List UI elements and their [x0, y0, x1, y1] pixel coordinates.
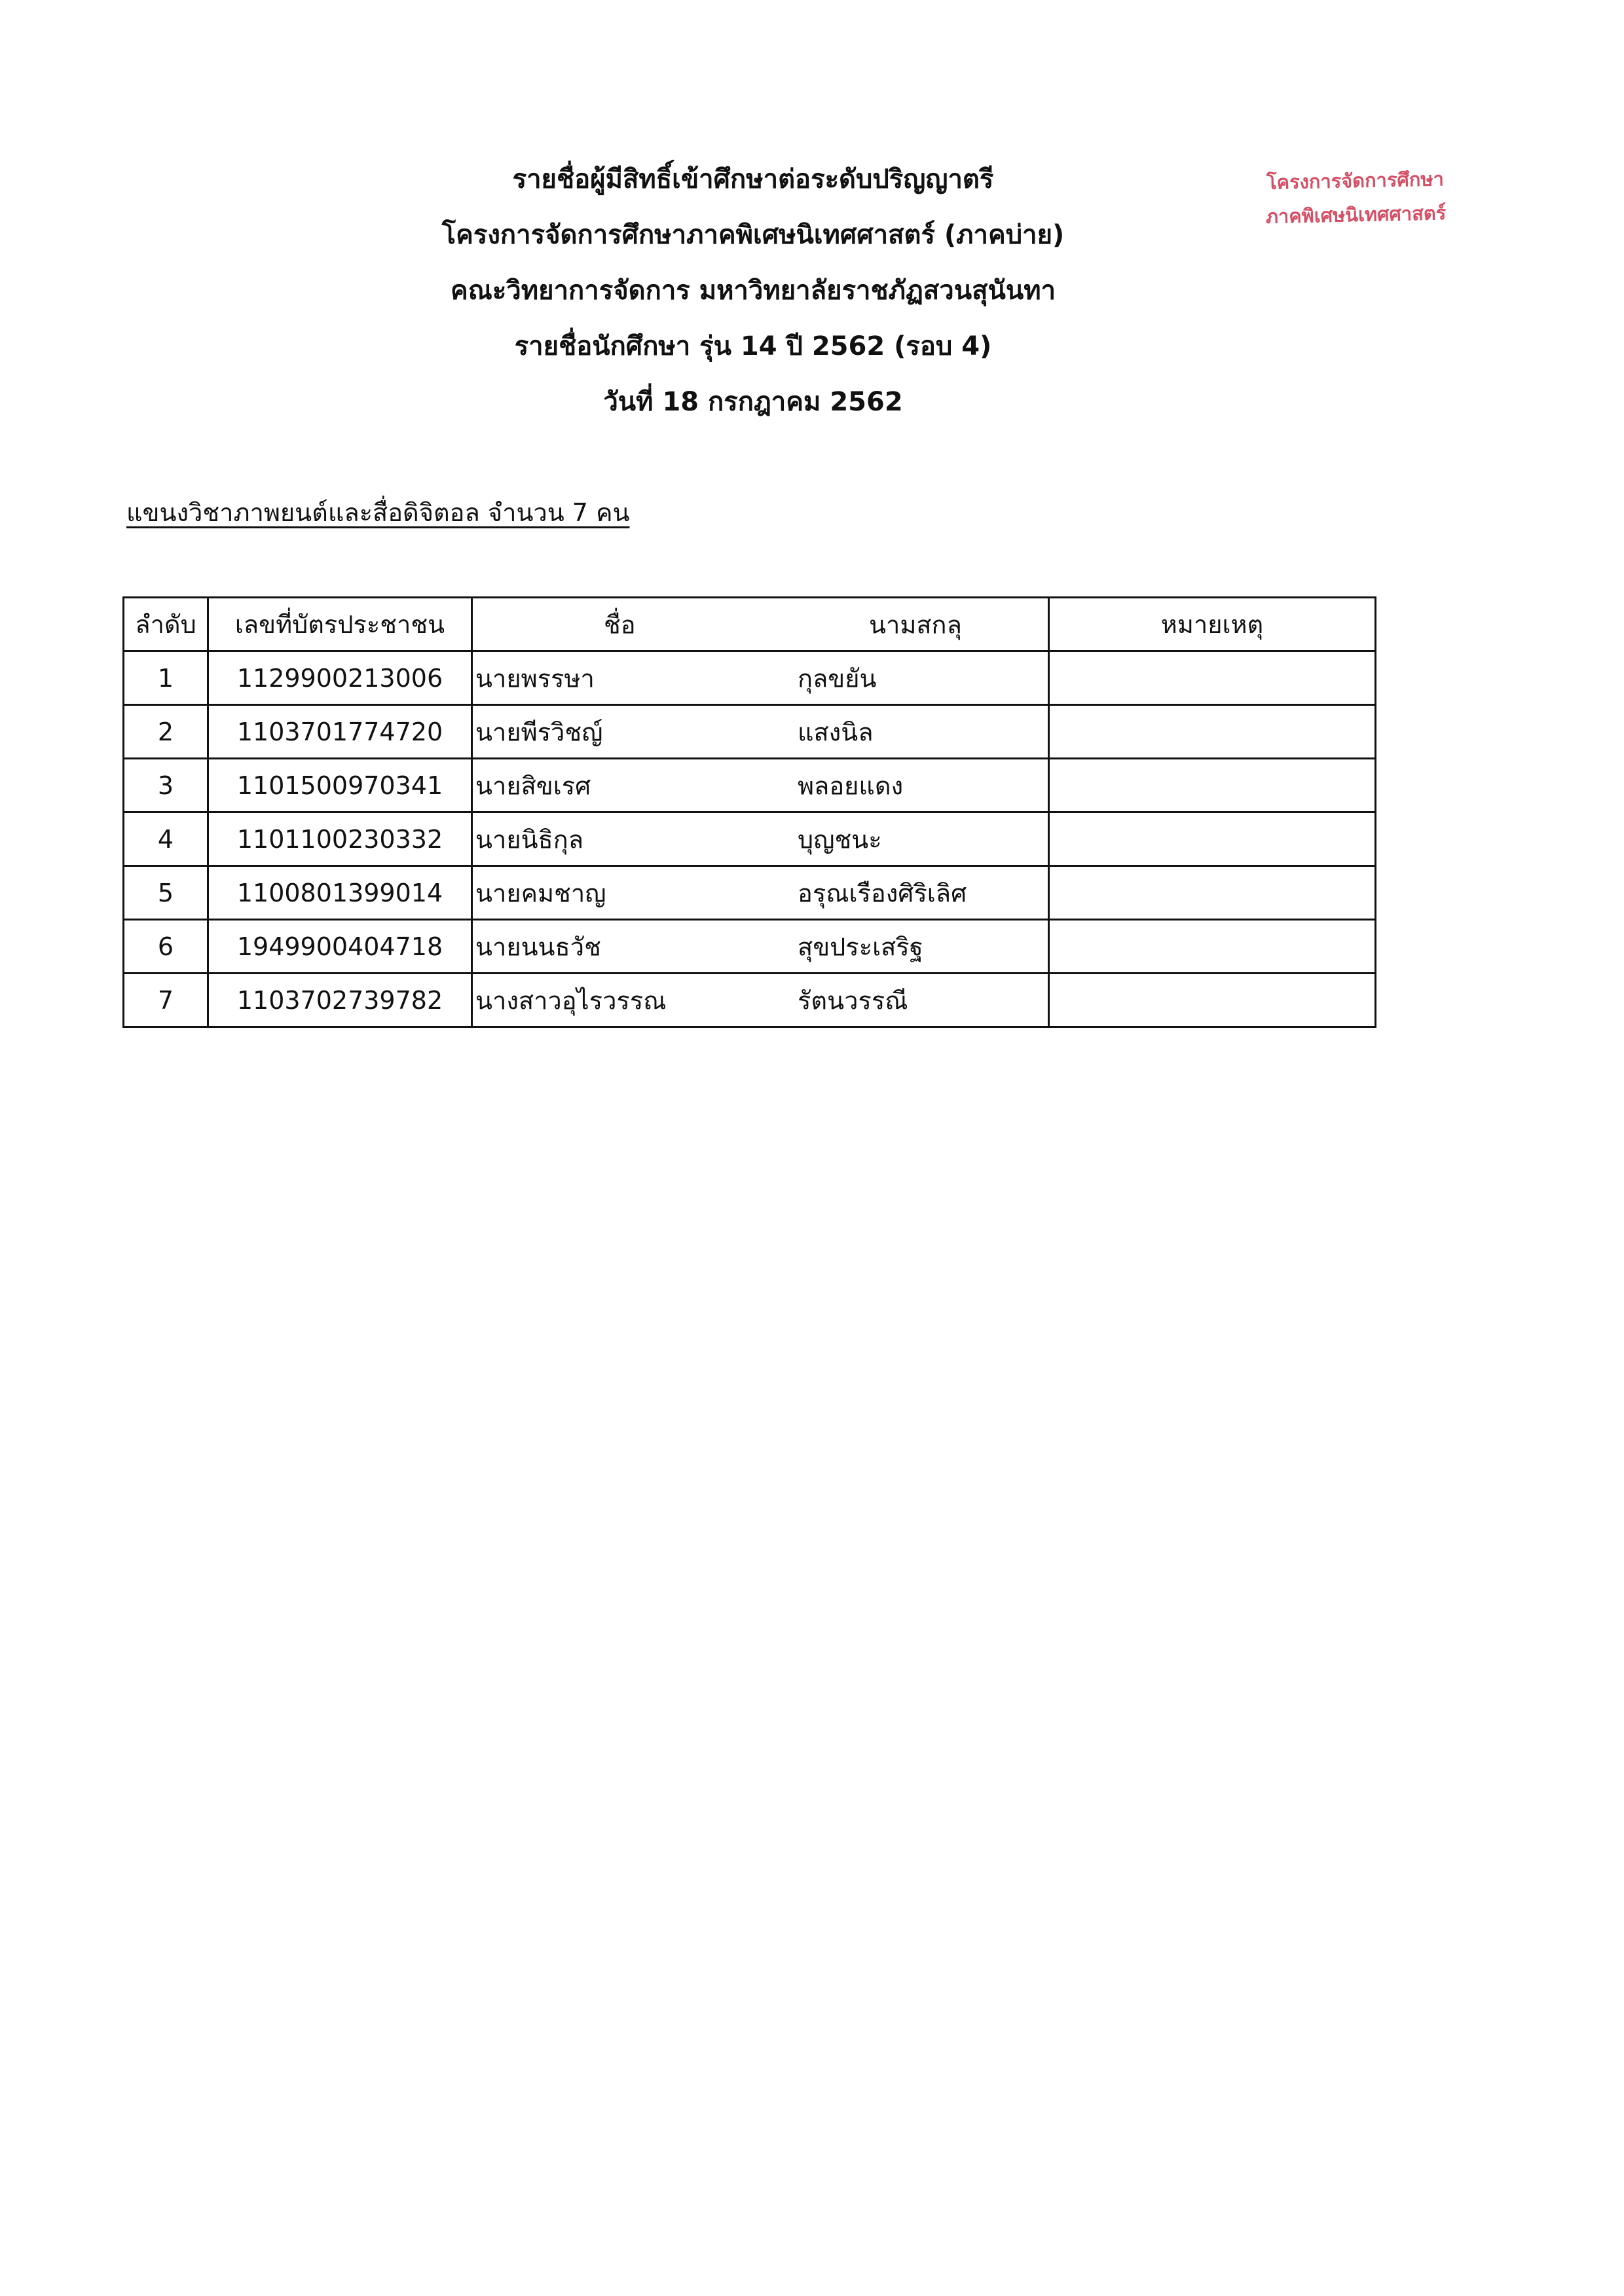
- row-name: [472, 812, 1049, 866]
- row-last-name: แสงนิล: [798, 718, 874, 746]
- table-row: [124, 812, 1376, 866]
- header-note: หมายเหตุ: [1049, 598, 1376, 651]
- row-last-name: กุลขยัน: [798, 664, 877, 693]
- row-id: 1129900213006: [208, 651, 472, 705]
- table-row: [124, 974, 1376, 1027]
- row-note: [1049, 974, 1376, 1027]
- header-id: เลขที่บัตรประชาชน: [208, 598, 472, 651]
- row-seq: 1: [124, 651, 208, 705]
- student-table: [122, 596, 1376, 1028]
- row-id: 1101500970341: [208, 759, 472, 812]
- row-name: [472, 759, 1049, 812]
- header-date: วันที่ 18 กรกฎาคม 2562: [603, 387, 903, 417]
- header-title: รายชื่อผู้มีสิทธิ์เข้าศึกษาต่อระดับปริญญาตรี: [512, 164, 994, 194]
- header-seq: ลำดับ: [124, 598, 208, 651]
- header-last-name: นามสกลุ: [869, 610, 962, 639]
- row-last-name: พลอยแดง: [798, 771, 904, 800]
- row-seq: 7: [124, 974, 208, 1027]
- table-row: [124, 920, 1376, 974]
- row-note: [1049, 920, 1376, 974]
- row-note: [1049, 759, 1376, 812]
- row-last-name: รัตนวรรณี: [798, 986, 908, 1015]
- row-id: 1103701774720: [208, 705, 472, 759]
- row-id: 1949900404718: [208, 920, 472, 974]
- header-first-name: ชื่อ: [604, 610, 636, 639]
- row-id: 1103702739782: [208, 974, 472, 1027]
- stamp-line-2: ภาคพิเศษนิเทศศาสตร์: [1265, 202, 1447, 228]
- row-seq: 3: [124, 759, 208, 812]
- section-title: แขนงวิชาภาพยนต์และสื่อดิจิตอล จำนวน 7 คน: [126, 498, 630, 527]
- row-last-name: สุขประเสริฐ: [798, 932, 923, 961]
- row-id: 1100801399014: [208, 866, 472, 920]
- header-program: โครงการจัดการศึกษาภาคพิเศษนิเทศศาสตร์ (ภาคบ่าย): [441, 220, 1065, 250]
- row-first-name: นางสาวอุไรวรรณ: [475, 986, 667, 1015]
- row-seq: 6: [124, 920, 208, 974]
- table-row: [124, 759, 1376, 812]
- row-first-name: นายพีรวิชญ์: [475, 718, 603, 746]
- row-first-name: นายพรรษา: [475, 664, 595, 693]
- row-name: [472, 866, 1049, 920]
- row-note: [1049, 705, 1376, 759]
- row-name: [472, 920, 1049, 974]
- row-seq: 4: [124, 812, 208, 866]
- table-row: [124, 866, 1376, 920]
- row-name: [472, 974, 1049, 1027]
- row-name: [472, 705, 1049, 759]
- header-name: [472, 598, 1049, 651]
- stamp-line-1: โครงการจัดการศึกษา: [1266, 168, 1445, 194]
- row-note: [1049, 651, 1376, 705]
- row-first-name: นายสิขเรศ: [475, 771, 591, 800]
- table-header-row: [124, 598, 1376, 651]
- row-name: [472, 651, 1049, 705]
- row-first-name: นายนิธิกุล: [475, 825, 584, 854]
- row-id: 1101100230332: [208, 812, 472, 866]
- table-row: [124, 651, 1376, 705]
- row-first-name: นายนนธวัช: [475, 932, 601, 961]
- row-seq: 2: [124, 705, 208, 759]
- row-first-name: นายคมชาญ: [475, 879, 606, 907]
- row-seq: 5: [124, 866, 208, 920]
- header-batch: รายชื่อนักศึกษา รุ่น 14 ปี 2562 (รอบ 4): [514, 331, 992, 361]
- row-note: [1049, 866, 1376, 920]
- row-last-name: บุญชนะ: [798, 825, 882, 854]
- table-row: [124, 705, 1376, 759]
- program-stamp: [1247, 162, 1464, 234]
- row-last-name: อรุณเรืองศิริเลิศ: [798, 879, 967, 907]
- row-note: [1049, 812, 1376, 866]
- header-faculty: คณะวิทยาการจัดการ มหาวิทยาลัยราชภัฏสวนสุนันทา: [450, 276, 1056, 306]
